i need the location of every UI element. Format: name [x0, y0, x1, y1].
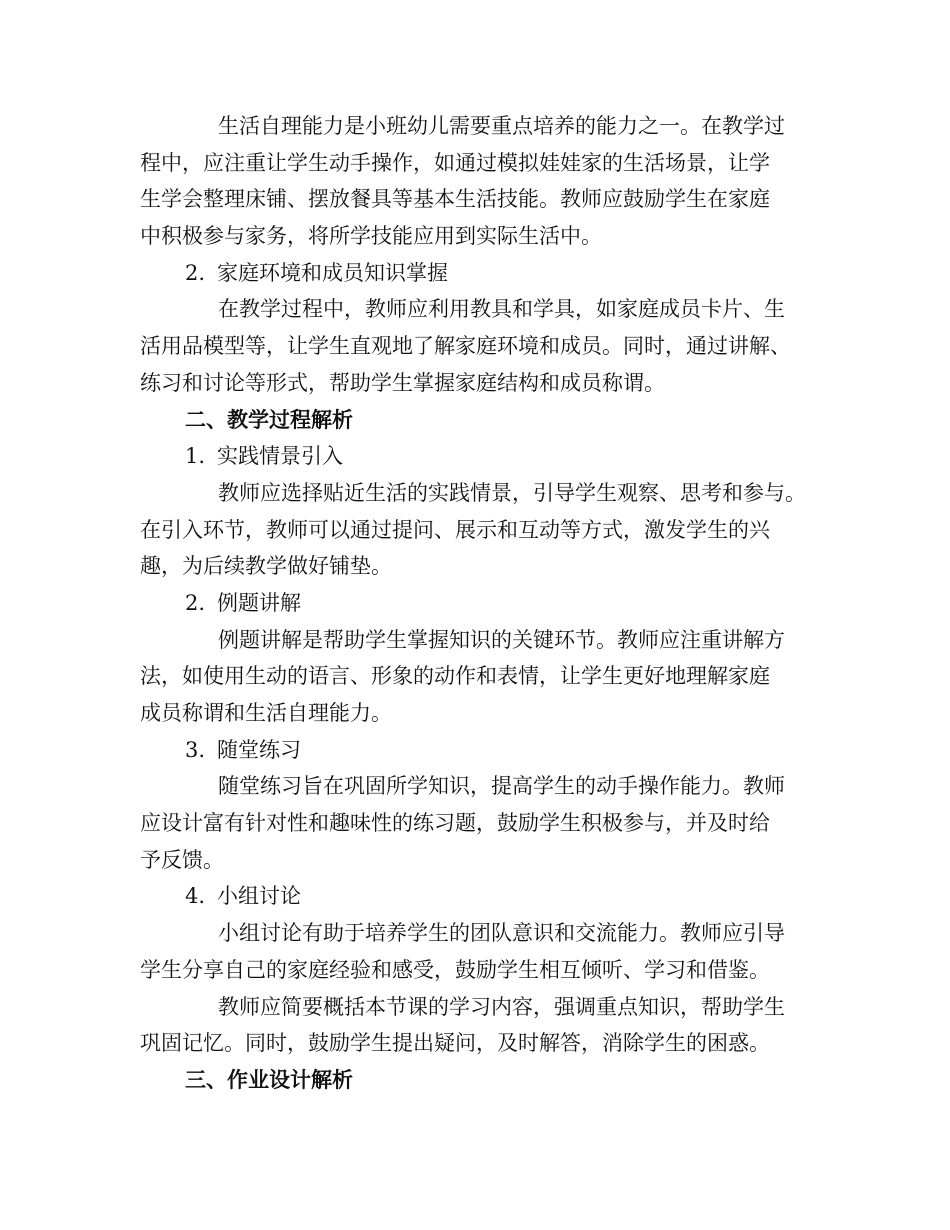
list-item-label: 随堂练习: [217, 737, 301, 762]
list-item-number: 4.: [185, 884, 206, 909]
paragraph-line: 练习和讨论等形式，帮助学生掌握家庭结构和成员称谓。: [140, 370, 665, 395]
paragraph-line: 法，如使用生动的语言、形象的动作和表情，让学生更好地理解家庭: [140, 664, 770, 689]
paragraph-line: 生学会整理床铺、摆放餐具等基本生活技能。教师应鼓励学生在家庭: [140, 187, 770, 212]
document-body: [140, 108, 820, 1099]
paragraph-line: 在教学过程中，教师应利用教具和学具，如家庭成员卡片、生: [218, 297, 785, 322]
list-item-label: 例题讲解: [217, 590, 301, 615]
list-item-number: 3.: [185, 737, 206, 762]
paragraph-line: 程中，应注重让学生动手操作，如通过模拟娃娃家的生活场景，让学: [140, 150, 770, 175]
section-heading: 二、教学过程解析: [185, 406, 353, 432]
paragraph-line: 小组讨论有助于培养学生的团队意识和交流能力。教师应引导: [218, 921, 785, 946]
paragraph-line: 在引入环节，教师可以通过提问、展示和互动等方式，激发学生的兴: [140, 517, 770, 542]
list-item-label: 家庭环境和成员知识掌握: [217, 260, 448, 285]
paragraph-line: 成员称谓和生活自理能力。: [140, 701, 392, 725]
paragraph-line: 生活自理能力是小班幼儿需要重点培养的能力之一。在教学过: [218, 114, 785, 138]
paragraph-line: 随堂练习旨在巩固所学知识，提高学生的动手操作能力。教师: [218, 774, 785, 799]
list-item-number: 2.: [185, 590, 206, 615]
section-heading: 三、作业设计解析: [185, 1066, 353, 1092]
list-item: [140, 585, 820, 622]
paragraph-line: 予反馈。: [140, 847, 224, 872]
list-item-number: 1.: [185, 444, 206, 469]
paragraph-line: 应设计富有针对性和趣味性的练习题，鼓励学生积极参与，并及时给: [140, 811, 770, 836]
paragraph-line: 教师应简要概括本节课的学习内容，强调重点知识，帮助学生: [218, 994, 785, 1019]
paragraph-line: 例题讲解是帮助学生掌握知识的关键环节。教师应注重讲解方: [218, 627, 785, 652]
list-item: [140, 732, 820, 769]
paragraph-line: 巩固记忆。同时，鼓励学生提出疑问，及时解答，消除学生的困惑。: [140, 1031, 770, 1056]
list-item-number: 2.: [185, 260, 206, 285]
paragraph-line: 教师应选择贴近生活的实践情景，引导学生观察、思考和参与。: [218, 480, 806, 505]
list-item: [140, 438, 820, 475]
list-item: [140, 255, 820, 292]
list-item: [140, 878, 820, 915]
list-item-label: 实践情景引入: [217, 444, 343, 469]
paragraph-line: 活用品模型等，让学生直观地了解家庭环境和成员。同时，通过讲解、: [140, 334, 791, 359]
paragraph-line: 趣，为后续教学做好铺垫。: [140, 554, 392, 579]
paragraph-line: 学生分享自己的家庭经验和感受，鼓励学生相互倾听、学习和借鉴。: [140, 957, 770, 982]
list-item-label: 小组讨论: [217, 884, 301, 909]
paragraph-line: 中积极参与家务，将所学技能应用到实际生活中。: [140, 224, 602, 249]
